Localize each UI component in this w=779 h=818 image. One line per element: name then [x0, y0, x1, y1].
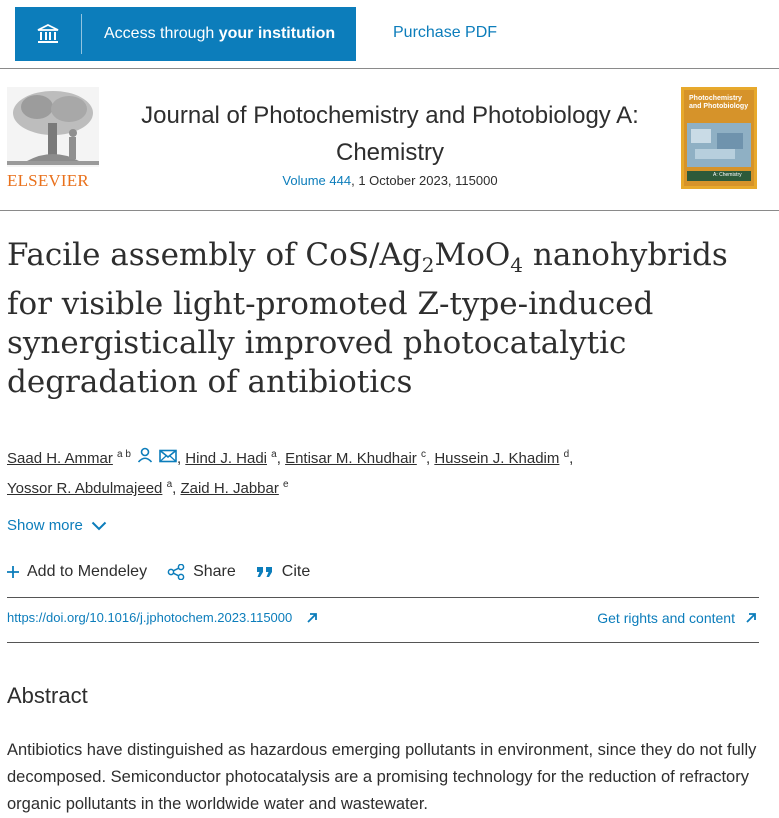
share-icon [167, 564, 185, 580]
author-link[interactable]: Yossor R. Abdulmajeed [7, 480, 163, 498]
doi-url: https://doi.org/10.1016/j.jphotochem.2023.115000 [7, 610, 293, 625]
author-link[interactable]: Zaid H. Jabbar [180, 480, 279, 498]
share-label: Share [193, 563, 236, 580]
author-affiliation[interactable]: a [166, 479, 173, 491]
abstract-heading: Abstract [7, 683, 88, 708]
doi-row [7, 597, 759, 643]
author-link[interactable]: Hussein J. Khadim [434, 450, 560, 467]
volume-link[interactable]: Volume 444 [282, 173, 352, 188]
access-institution-button[interactable] [15, 7, 356, 61]
person-icon[interactable] [137, 446, 153, 472]
cite-button[interactable] [256, 563, 310, 581]
doi-link[interactable] [7, 610, 318, 625]
author-affiliation[interactable]: a b [117, 449, 131, 460]
author-list: Saad H. Ammar $^{a b}$ , Hind J. Hadi $^a$, Entisar M. Khudhair $^c$, Hussein J. Khadim $^d$, Yossor R. Abdulmajeed $^a$, Zaid H. Jabbar $^e$ [7, 442, 767, 502]
journal-title[interactable]: Journal of Photochemistry and Photobiology A: Chemistry [141, 102, 639, 166]
volume-date: , 1 October 2023, 115000 [351, 173, 498, 188]
external-link-icon [745, 612, 757, 624]
author-affiliation[interactable]: e [283, 479, 289, 491]
elsevier-wordmark[interactable]: ELSEVIER [7, 171, 89, 190]
purchase-pdf-link[interactable]: Purchase PDF [393, 24, 498, 41]
volume-info [110, 173, 670, 188]
add-to-mendeley-button[interactable] [7, 563, 147, 581]
author-link[interactable]: Entisar M. Khudhair [285, 450, 417, 467]
access-institution-label: Access through your institution [104, 25, 336, 42]
quote-icon [256, 566, 274, 578]
get-rights-link[interactable] [597, 610, 757, 626]
journal-header [0, 69, 779, 211]
author-link[interactable]: Saad H. Ammar [7, 450, 113, 467]
share-button[interactable] [167, 563, 236, 581]
top-bar [0, 0, 779, 69]
author-link[interactable]: Hind J. Hadi [185, 450, 267, 467]
email-icon[interactable] [159, 446, 177, 472]
external-link-icon [306, 612, 318, 624]
cite-label: Cite [281, 563, 311, 580]
rights-label: Get rights and content [597, 610, 735, 626]
author-affiliation[interactable]: a [271, 449, 277, 460]
show-more-label: Show more [7, 517, 83, 534]
cover-title: Photochemistry and Photobiology [689, 95, 749, 110]
abstract-text: Antibiotics have distinguished as hazardous emerging pollutants in environment, since they do not fully decomposed. Semiconductor photocatalysis are a promising technology for the reduction of refractory organic pollutants in the worldwide water and wastewater. [7, 741, 757, 813]
article-actions [7, 563, 330, 581]
show-more-button[interactable] [7, 517, 107, 534]
institution-icon [15, 7, 81, 61]
author-affiliation[interactable]: c [420, 449, 426, 460]
mendeley-label: Add to Mendeley [27, 563, 148, 580]
article-title: Facile assembly of CoS/$Ag_2MoO_4$ nanohybrids for visible light-promoted Z-type-induced synergistically improved photocatalytic degradation of antibiotics [7, 237, 728, 401]
author-affiliation[interactable]: d [563, 449, 570, 460]
plus-icon [7, 566, 19, 578]
chevron-down-icon [91, 521, 107, 531]
cover-subtitle: A: Chemistry [713, 172, 742, 178]
journal-cover[interactable] [681, 87, 757, 189]
